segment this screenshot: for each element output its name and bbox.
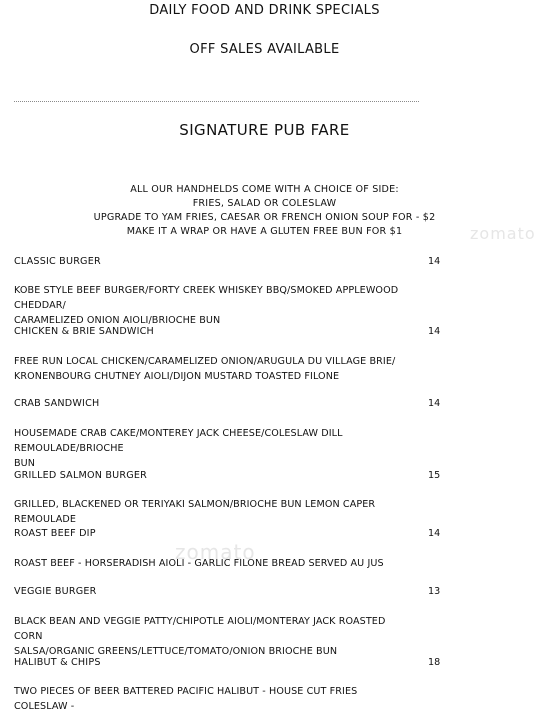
menu-item-description bbox=[14, 556, 414, 571]
menu-item-description bbox=[14, 497, 414, 527]
description-line: TWO PIECES OF BEER BATTERED PACIFIC HALIBUT - HOUSE CUT FRIES COLESLAW - bbox=[14, 686, 358, 712]
intro-line: ALL OUR HANDHELDS COME WITH A CHOICE OF SIDE: bbox=[130, 184, 399, 195]
menu-item-name: VEGGIE BURGER bbox=[14, 586, 97, 597]
description-line: SALSA/ORGANIC GREENS/LETTUCE/TOMATO/ONION BRIOCHE BUN bbox=[14, 646, 338, 657]
menu-item-price: 18 bbox=[428, 657, 441, 668]
intro-line: UPGRADE TO YAM FRIES, CAESAR OR FRENCH ONION SOUP FOR - $2 bbox=[93, 212, 436, 223]
menu-item-price: 14 bbox=[428, 528, 441, 539]
menu-item-price: 14 bbox=[428, 326, 441, 337]
header-line-off-sales: OFF SALES AVAILABLE bbox=[189, 42, 340, 57]
menu-item-description bbox=[14, 354, 414, 384]
menu-item-name: CRAB SANDWICH bbox=[14, 398, 100, 409]
section-title: SIGNATURE PUB FARE bbox=[179, 121, 350, 139]
menu-item-description bbox=[14, 614, 414, 659]
menu-item-price: 13 bbox=[428, 586, 441, 597]
menu-item-description bbox=[14, 684, 414, 714]
description-line: GRILLED, BLACKENED OR TERIYAKI SALMON/BRIOCHE BUN LEMON CAPER REMOULADE bbox=[14, 499, 376, 525]
watermark-logo: zomato bbox=[470, 224, 536, 243]
menu-item-description bbox=[14, 283, 414, 328]
menu-item-price: 14 bbox=[428, 398, 441, 409]
description-line: BUN bbox=[14, 458, 36, 469]
menu-item-name: CHICKEN & BRIE SANDWICH bbox=[14, 326, 154, 337]
menu-item-name: HALIBUT & CHIPS bbox=[14, 657, 101, 668]
watermark-logo: zomato bbox=[175, 540, 256, 564]
intro-line: FRIES, SALAD OR COLESLAW bbox=[192, 198, 337, 209]
menu-item-name: CLASSIC BURGER bbox=[14, 256, 101, 267]
menu-item-description bbox=[14, 426, 414, 471]
description-line: KRONENBOURG CHUTNEY AIOLI/DIJON MUSTARD TOASTED FILONE bbox=[14, 371, 340, 382]
section-divider bbox=[14, 101, 419, 102]
intro-line: MAKE IT A WRAP OR HAVE A GLUTEN FREE BUN FOR $1 bbox=[126, 226, 403, 237]
menu-item-price: 14 bbox=[428, 256, 441, 267]
header-line-specials: DAILY FOOD AND DRINK SPECIALS bbox=[149, 3, 380, 18]
description-line: ROAST BEEF - HORSERADISH AIOLI - GARLIC FILONE BREAD SERVED AU JUS bbox=[14, 558, 384, 569]
description-line: FREE RUN LOCAL CHICKEN/CARAMELIZED ONION/ARUGULA DU VILLAGE BRIE/ bbox=[14, 356, 396, 367]
menu-item-price: 15 bbox=[428, 470, 441, 481]
description-line: KOBE STYLE BEEF BURGER/FORTY CREEK WHISKEY BBQ/SMOKED APPLEWOOD CHEDDAR/ bbox=[14, 285, 399, 311]
description-line: HOUSEMADE CRAB CAKE/MONTEREY JACK CHEESE/COLESLAW DILL REMOULADE/BRIOCHE bbox=[14, 428, 343, 454]
menu-item-name: ROAST BEEF DIP bbox=[14, 528, 96, 539]
description-line: BLACK BEAN AND VEGGIE PATTY/CHIPOTLE AIOLI/MONTERAY JACK ROASTED CORN bbox=[14, 616, 386, 642]
menu-item-name: GRILLED SALMON BURGER bbox=[14, 470, 147, 481]
description-line: CARAMELIZED ONION AIOLI/BRIOCHE BUN bbox=[14, 315, 221, 326]
